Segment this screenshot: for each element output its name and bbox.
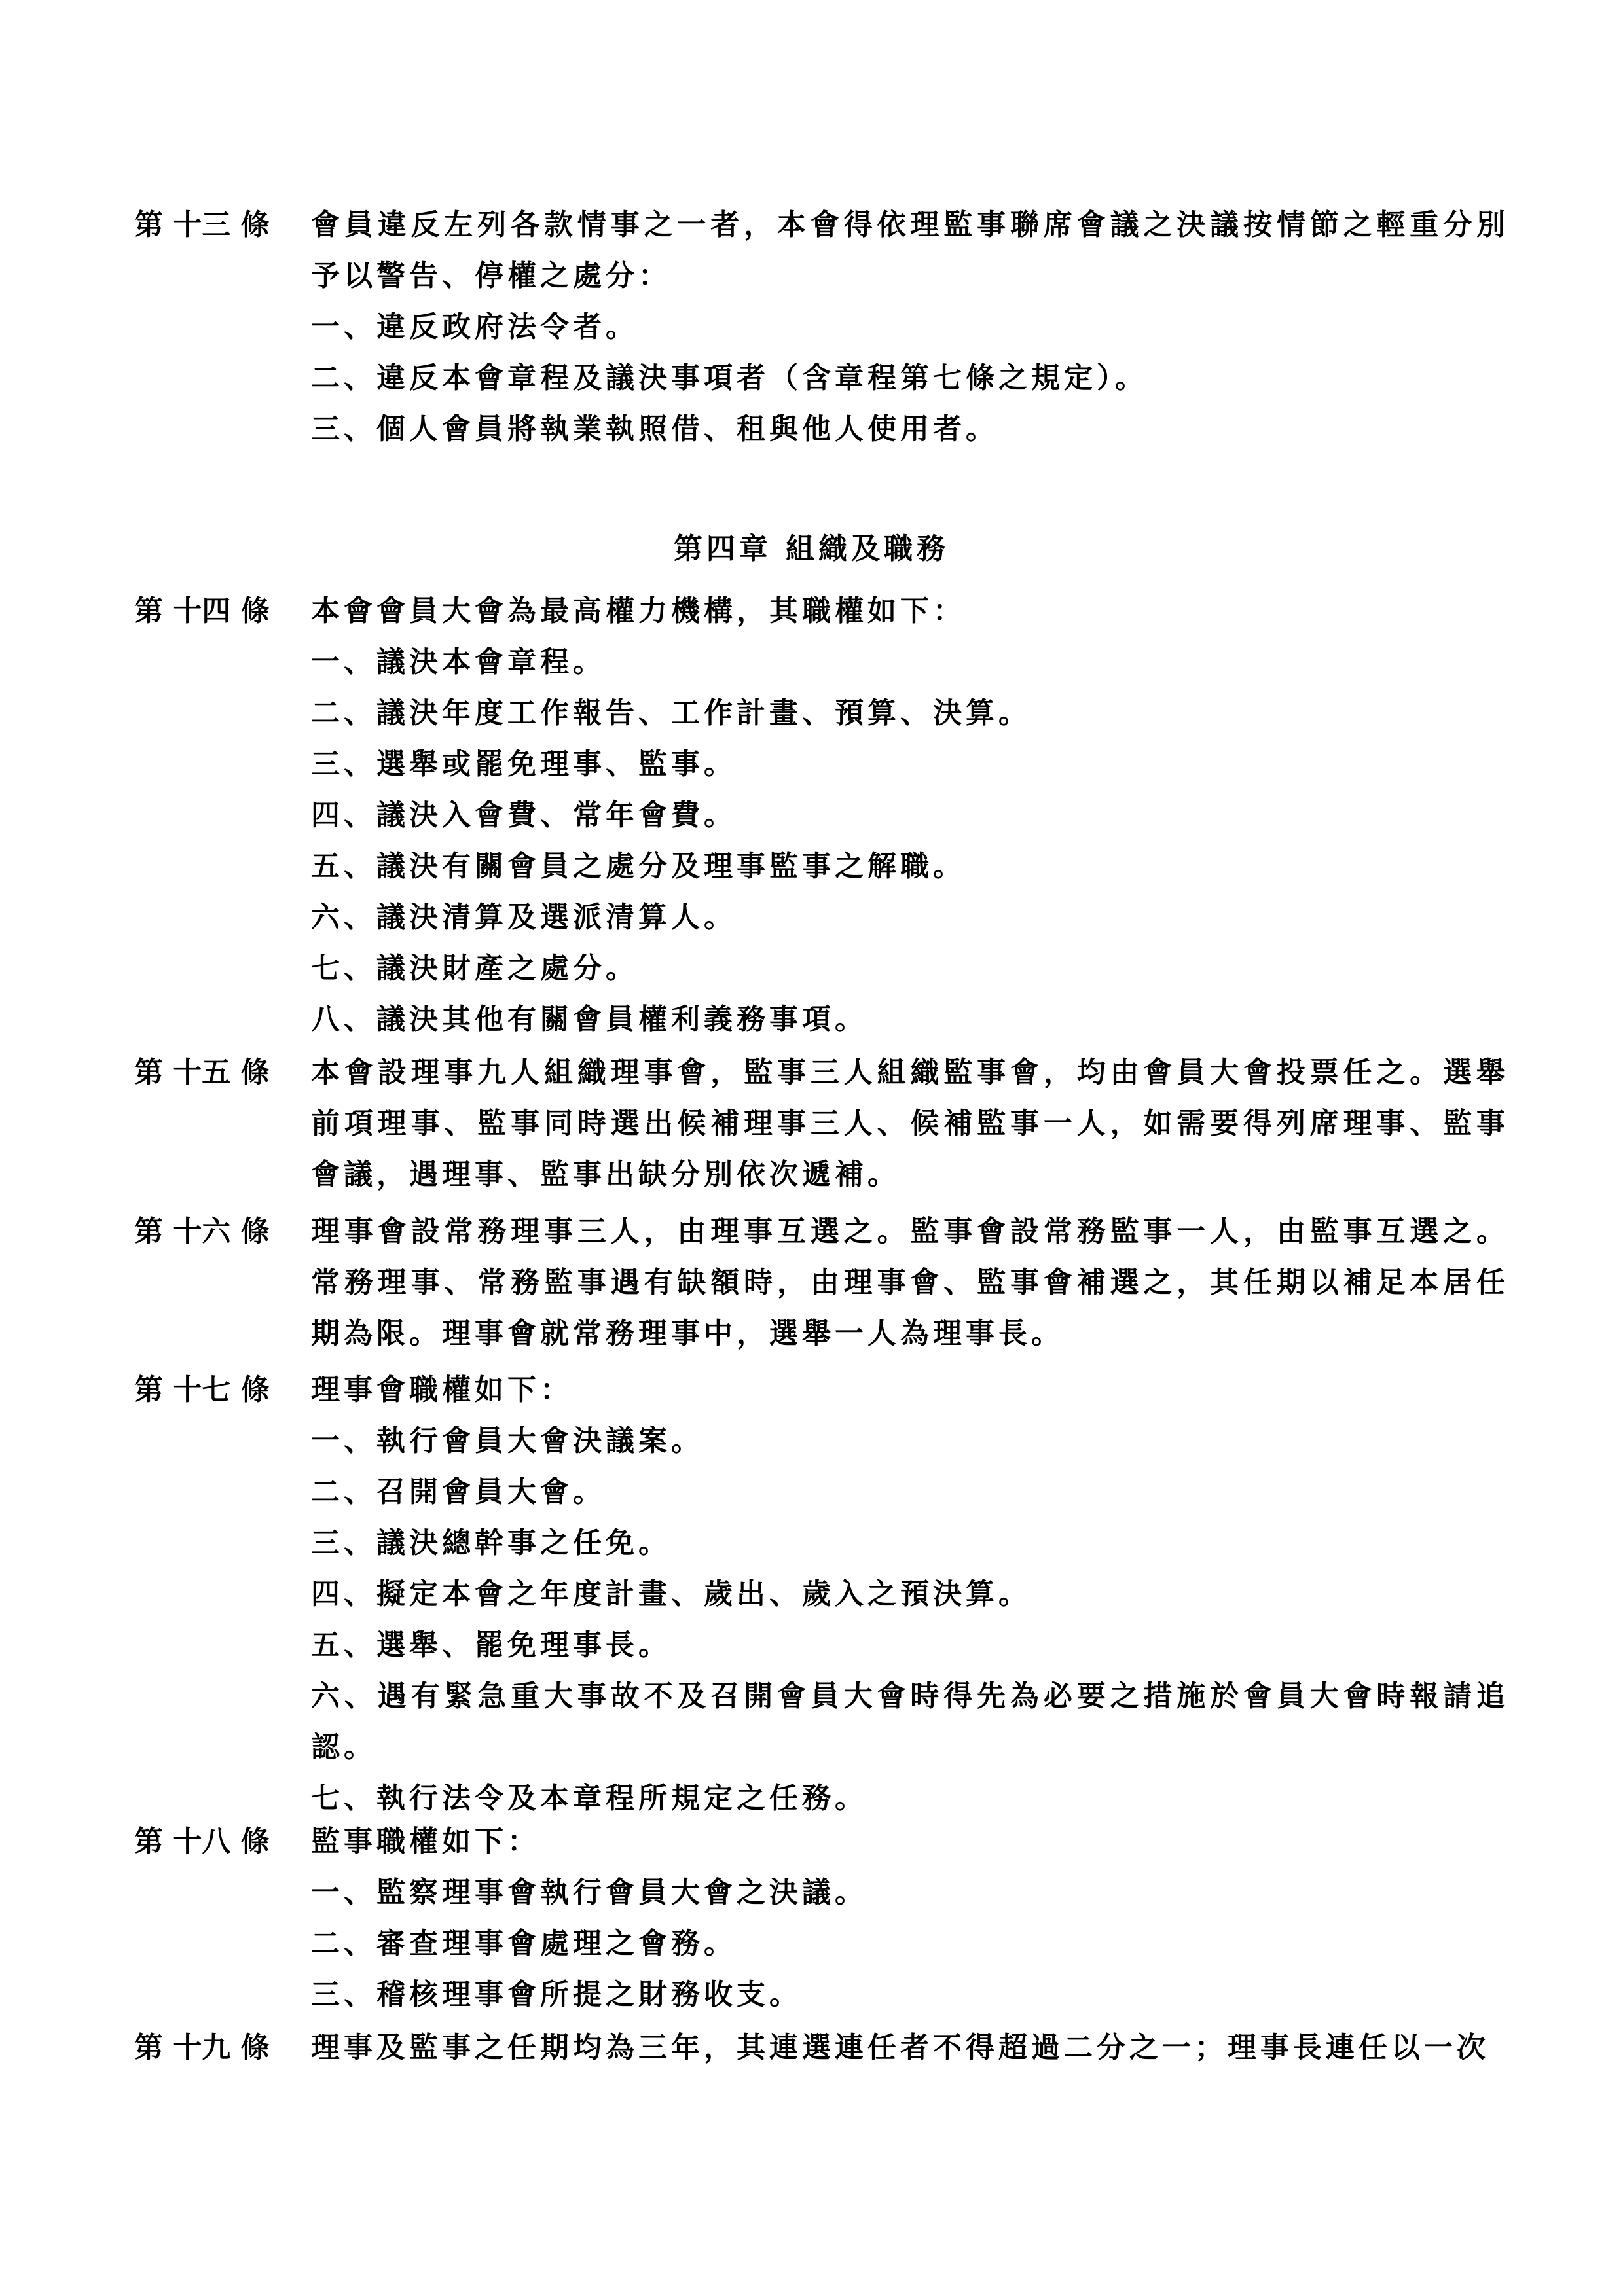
article-item-list bbox=[311, 637, 1509, 1045]
article-text: 理事會設常務理事三人，由理事互選之。監事會設常務監事一人，由監事互選之。常務理事、常務監事遇有缺額時，由理事會、監事會補選之，其任期以補足本居任期為限。理事會就常務理事中，選舉一人為理事長。 bbox=[311, 1215, 1509, 1350]
list-item: 一、執行會員大會決議案。 bbox=[311, 1424, 704, 1458]
article-label: 第 十四 條 bbox=[134, 594, 270, 628]
article-label: 第 十六 條 bbox=[134, 1215, 270, 1248]
article-item-list bbox=[311, 302, 1509, 455]
list-item: 一、違反政府法令者。 bbox=[311, 310, 638, 344]
list-item: 三、個人會員將執業執照借、租與他人使用者。 bbox=[311, 412, 998, 446]
list-item: 二、審查理事會處理之會務。 bbox=[311, 1927, 737, 1960]
chapter-heading: 第四章 組織及職務 bbox=[673, 532, 950, 565]
list-item: 八、議決其他有關會員權利義務事項。 bbox=[311, 1003, 867, 1036]
article-body bbox=[311, 2022, 1509, 2073]
list-item: 四、議決入會費、常年會費。 bbox=[311, 798, 737, 832]
list-item: 二、議決年度工作報告、工作計畫、預算、決算。 bbox=[311, 696, 1031, 730]
list-item: 三、選舉或罷免理事、監事。 bbox=[311, 747, 737, 781]
article-label: 第 十五 條 bbox=[134, 1056, 270, 1089]
list-item: 四、擬定本會之年度計畫、歲出、歲入之預決算。 bbox=[311, 1577, 1031, 1611]
list-item: 三、稽核理事會所提之財務收支。 bbox=[311, 1978, 802, 2011]
article-label: 第 十八 條 bbox=[134, 1825, 270, 1858]
article-body bbox=[311, 1206, 1509, 1359]
list-item: 七、執行法令及本章程所規定之任務。 bbox=[311, 1782, 867, 1815]
list-item: 一、監察理事會執行會員大會之決議。 bbox=[311, 1876, 867, 1909]
article-text: 會員違反左列各款情事之一者，本會得依理監事聯席會議之決議按情節之輕重分別予以警告、停權之處分： bbox=[311, 208, 1509, 293]
article-item-list bbox=[311, 1867, 1509, 2020]
article-item-list bbox=[311, 1416, 1509, 1824]
list-item: 五、議決有關會員之處分及理事監事之解職。 bbox=[311, 850, 966, 883]
article-body bbox=[311, 586, 1509, 1045]
article-label: 第 十七 條 bbox=[134, 1373, 270, 1407]
article-text: 本會會員大會為最高權力機構，其職權如下： bbox=[311, 594, 966, 628]
article-text: 監事職權如下： bbox=[311, 1825, 540, 1858]
article-text: 理事及監事之任期均為三年，其連選連任者不得超過二分之一；理事長連任以一次 bbox=[311, 2031, 1489, 2064]
article-body bbox=[311, 200, 1509, 455]
list-item: 七、議決財產之處分。 bbox=[311, 952, 638, 985]
article-body bbox=[311, 1047, 1509, 1200]
list-item: 六、議決清算及選派清算人。 bbox=[311, 901, 737, 934]
article-body bbox=[311, 1365, 1509, 1824]
article-label: 第 十三 條 bbox=[134, 208, 270, 242]
list-item: 一、議決本會章程。 bbox=[311, 645, 606, 679]
list-item: 二、違反本會章程及議決事項者（含章程第七條之規定）。 bbox=[311, 361, 1148, 395]
article-body bbox=[311, 1816, 1509, 2020]
list-item: 三、議決總幹事之任免。 bbox=[311, 1526, 671, 1560]
article-text: 理事會職權如下： bbox=[311, 1373, 573, 1407]
article-label: 第 十九 條 bbox=[134, 2031, 270, 2064]
list-item: 五、選舉、罷免理事長。 bbox=[311, 1628, 671, 1662]
list-item: 二、召開會員大會。 bbox=[311, 1475, 606, 1509]
article-text: 本會設理事九人組織理事會，監事三人組織監事會，均由會員大會投票任之。選舉前項理事、監事同時選出候補理事三人、候補監事一人，如需要得列席理事、監事會議，遇理事、監事出缺分別依次遞補。 bbox=[311, 1056, 1509, 1191]
list-item: 六、遇有緊急重大事故不及召開會員大會時得先為必要之措施於會員大會時報請追認。 bbox=[311, 1679, 1509, 1764]
